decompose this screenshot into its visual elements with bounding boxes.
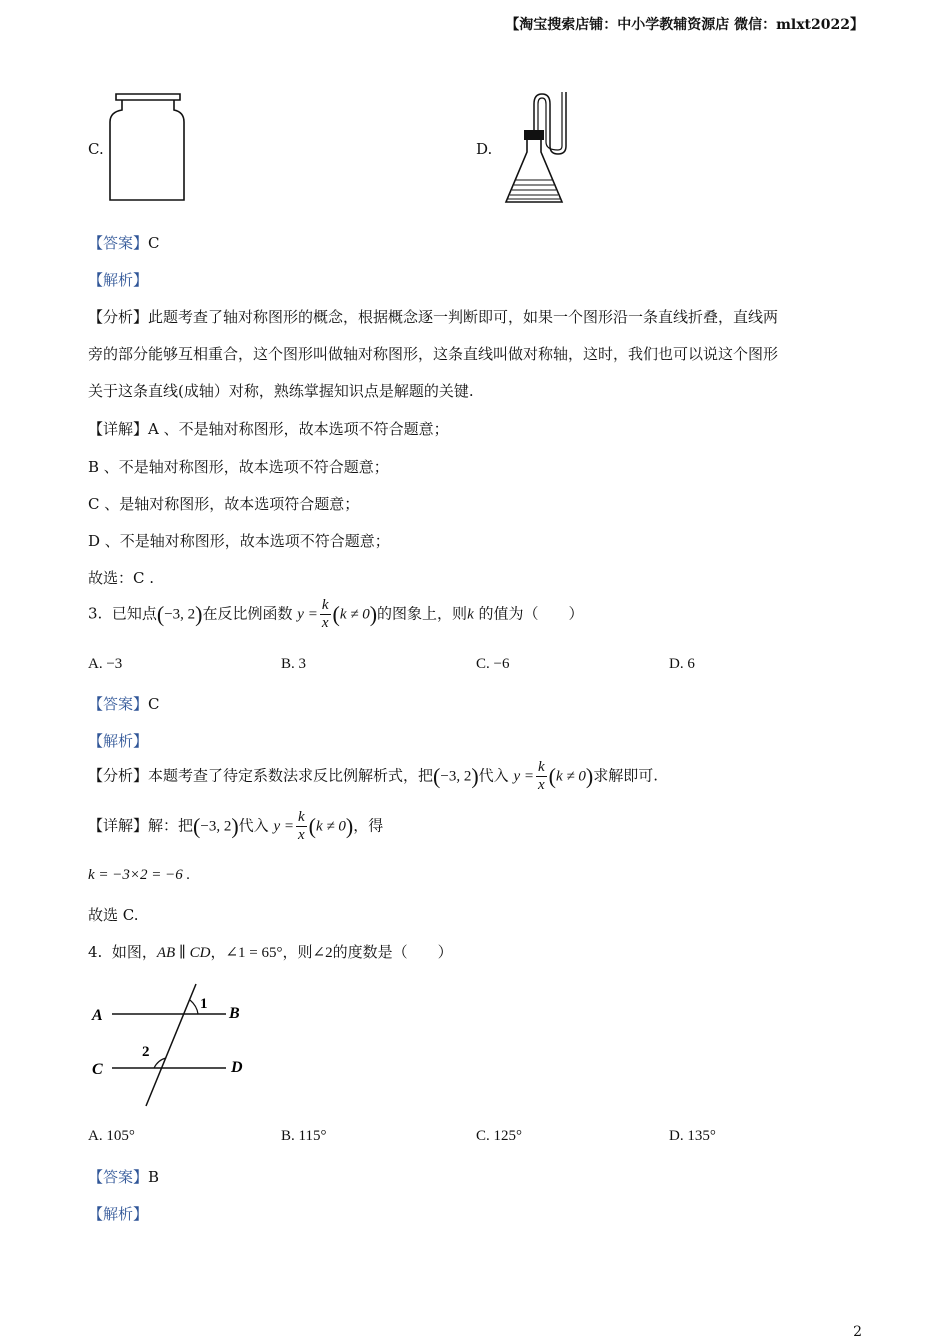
- q3-stem: 3. 已知点(−3, 2)在反比例函数 y = $\frac{k}{x}$ (k ≠ 0)的图象上，则k 的值为（ ）: [88, 597, 584, 631]
- parallel-lines-figure: [86, 980, 256, 1110]
- q2-detail-c: C 、是轴对称图形，故本选项符合题意；: [88, 495, 360, 513]
- q4-stem: 4. 如图，AB ∥ CD，∠1 = 65°，则∠2的度数是（ ）: [88, 943, 453, 961]
- q4-option-b: B. 115°: [281, 1128, 327, 1144]
- q4-analysis-tag: 【解析】: [88, 1205, 149, 1223]
- q2-detail-a: 【详解】A 、不是轴对称图形，故本选项不符合题意；: [88, 420, 449, 438]
- q2-fenxi-line2: 旁的部分能够互相重合，这个图形叫做轴对称图形，这条直线叫做对称轴，这时，我们也可以说这个图形: [88, 345, 779, 363]
- page-header: 【淘宝搜索店铺：中小学教辅资源店 微信：mlxt2022】: [505, 17, 864, 33]
- q3-fenxi: 【分析】本题考查了待定系数法求反比例解析式，把(−3, 2)代入 y = $\frac{k}{x}$ (k ≠ 0)求解即可.: [88, 759, 658, 793]
- q3-calc: k = −3×2 = −6 .: [88, 867, 191, 883]
- q2-analysis-tag: 【解析】: [88, 271, 149, 289]
- q2-choice: 故选：C .: [88, 569, 155, 587]
- q2-fenxi-line1: 【分析】此题考查了轴对称图形的概念，根据概念逐一判断即可，如果一个图形沿一条直线折叠，直线两: [88, 308, 779, 326]
- q2-detail-d: D 、不是轴对称图形，故本选项不符合题意；: [88, 532, 390, 550]
- figure-label-a: A: [92, 1007, 103, 1024]
- q3-answer: 【答案】C: [88, 695, 160, 713]
- figure-label-d: D: [231, 1059, 243, 1076]
- q2-fenxi-line3: 关于这条直线(成轴）对称，熟练掌握知识点是解题的关键.: [88, 382, 474, 400]
- q2-answer: 【答案】C: [88, 234, 160, 252]
- q3-option-a: A. −3: [88, 656, 123, 672]
- figure-label-c: C: [92, 1061, 103, 1078]
- q2-option-c-label: C.: [88, 140, 104, 158]
- q4-option-d: D. 135°: [669, 1128, 716, 1144]
- figure-label-2: 2: [142, 1044, 150, 1060]
- q2-detail-b: B 、不是轴对称图形，故本选项不符合题意；: [88, 458, 389, 476]
- q3-option-b: B. 3: [281, 656, 307, 672]
- q3-choice: 故选 C.: [88, 906, 139, 924]
- q3-option-c: C. −6: [476, 656, 510, 672]
- q3-detail: 【详解】解：把(−3, 2)代入 y = $\frac{k}{x}$ (k ≠ 0)，得: [88, 809, 384, 843]
- q2-option-d-label: D.: [476, 140, 493, 158]
- q3-option-d: D. 6: [669, 656, 695, 672]
- jar-figure: [104, 88, 190, 206]
- page-number: 2: [853, 1324, 862, 1340]
- q4-answer: 【答案】B: [88, 1168, 160, 1186]
- flask-with-u-tube-figure: [500, 88, 584, 210]
- q4-option-a: A. 105°: [88, 1128, 135, 1144]
- figure-label-1: 1: [200, 996, 208, 1012]
- q4-option-c: C. 125°: [476, 1128, 523, 1144]
- figure-label-b: B: [229, 1005, 240, 1022]
- q3-analysis-tag: 【解析】: [88, 732, 149, 750]
